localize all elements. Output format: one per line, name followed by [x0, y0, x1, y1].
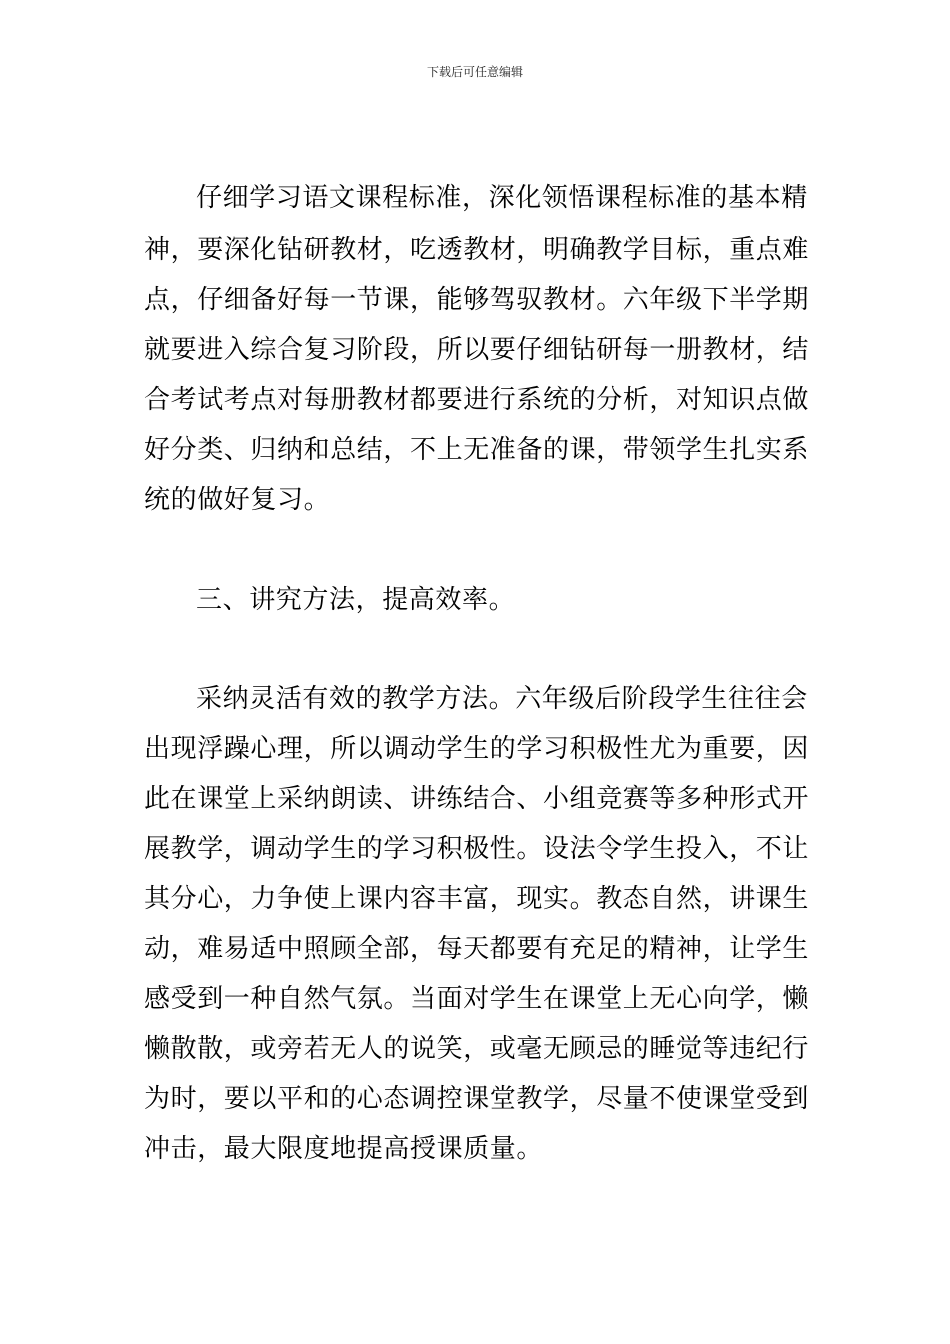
paragraph-line: 点，仔细备好每一节课，能够驾驭教材。六年级下半学期 [144, 285, 810, 315]
paragraph-line: 展教学，调动学生的学习积极性。设法令学生投入，不让 [144, 834, 810, 864]
page-header: 下载后可任意编辑 [426, 65, 523, 79]
paragraph-line: 采纳灵活有效的教学方法。六年级后阶段学生往往会 [196, 684, 808, 714]
paragraph-line: 仔细学习语文课程标准，深化领悟课程标准的基本精 [196, 183, 808, 213]
paragraph-line: 懒散散，或旁若无人的说笑，或毫无顾忌的睡觉等违纪行 [144, 1034, 810, 1064]
paragraph-line: 合考试考点对每册教材都要进行系统的分析，对知识点做 [144, 385, 810, 415]
paragraph-line: 为时，要以平和的心态调控课堂教学，尽量不使课堂受到 [144, 1084, 810, 1114]
paragraph-line: 好分类、归纳和总结，不上无准备的课，带领学生扎实系 [144, 435, 810, 465]
paragraph-line: 出现浮躁心理，所以调动学生的学习积极性尤为重要，因 [144, 734, 810, 764]
paragraph-line: 冲击，最大限度地提高授课质量。 [144, 1134, 544, 1164]
paragraph-line: 其分心，力争使上课内容丰富，现实。教态自然，讲课生 [144, 884, 810, 914]
section-heading: 三、讲究方法，提高效率。 [196, 585, 516, 615]
paragraph-line: 神，要深化钻研教材，吃透教材，明确教学目标，重点难 [144, 235, 810, 265]
paragraph-line: 就要进入综合复习阶段，所以要仔细钻研每一册教材，结 [144, 335, 810, 365]
paragraph-line: 动，难易适中照顾全部，每天都要有充足的精神，让学生 [144, 934, 810, 964]
paragraph-line: 此在课堂上采纳朗读、讲练结合、小组竞赛等多种形式开 [144, 784, 810, 814]
paragraph-line: 统的做好复习。 [144, 485, 331, 515]
paragraph-line: 感受到一种自然气氛。当面对学生在课堂上无心向学，懒 [144, 984, 810, 1014]
